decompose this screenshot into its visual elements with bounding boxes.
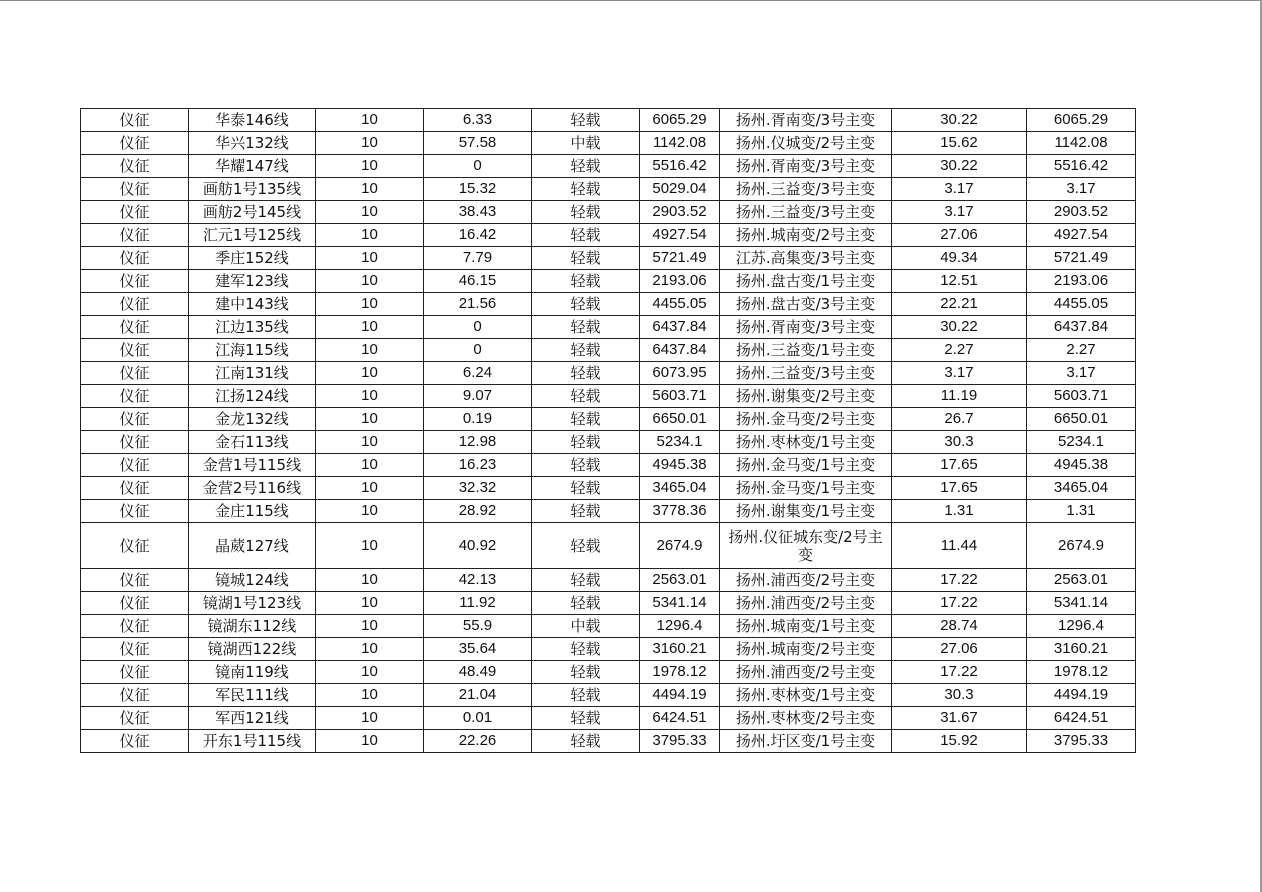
load-level-cell: 轻载 — [532, 201, 640, 224]
line-name-cell: 镜南119线 — [189, 661, 316, 684]
available-capacity-cell: 2193.06 — [1027, 270, 1136, 293]
transformer-rate-cell: 30.22 — [892, 109, 1027, 132]
capacity-cell: 3778.36 — [640, 500, 720, 523]
line-name-cell: 金庄115线 — [189, 500, 316, 523]
voltage-cell: 10 — [316, 454, 424, 477]
substation-cell: 扬州.城南变/2号主变 — [720, 224, 892, 247]
substation-cell: 扬州.枣林变/1号主变 — [720, 684, 892, 707]
load-rate-cell: 0 — [424, 316, 532, 339]
transformer-rate-cell: 30.3 — [892, 431, 1027, 454]
table-row — [81, 730, 1136, 753]
district-cell: 仪征 — [81, 638, 189, 661]
load-rate-cell: 22.26 — [424, 730, 532, 753]
capacity-cell: 1978.12 — [640, 661, 720, 684]
transformer-rate-cell: 49.34 — [892, 247, 1027, 270]
transformer-rate-cell: 22.21 — [892, 293, 1027, 316]
capacity-cell: 2903.52 — [640, 201, 720, 224]
available-capacity-cell: 3.17 — [1027, 362, 1136, 385]
line-name-cell: 晶葳127线 — [189, 523, 316, 569]
load-level-cell: 轻载 — [532, 638, 640, 661]
table-row — [81, 247, 1136, 270]
capacity-cell: 6437.84 — [640, 339, 720, 362]
line-name-cell: 华兴132线 — [189, 132, 316, 155]
load-level-cell: 轻载 — [532, 316, 640, 339]
district-cell: 仪征 — [81, 155, 189, 178]
load-rate-cell: 16.42 — [424, 224, 532, 247]
table-row — [81, 661, 1136, 684]
load-rate-cell: 46.15 — [424, 270, 532, 293]
table-row — [81, 592, 1136, 615]
transformer-rate-cell: 28.74 — [892, 615, 1027, 638]
district-cell: 仪征 — [81, 247, 189, 270]
load-level-cell: 轻载 — [532, 178, 640, 201]
line-name-cell: 金龙132线 — [189, 408, 316, 431]
capacity-cell: 6065.29 — [640, 109, 720, 132]
voltage-cell: 10 — [316, 592, 424, 615]
district-cell: 仪征 — [81, 385, 189, 408]
load-level-cell: 轻载 — [532, 707, 640, 730]
capacity-cell: 4945.38 — [640, 454, 720, 477]
available-capacity-cell: 3465.04 — [1027, 477, 1136, 500]
table-row — [81, 316, 1136, 339]
line-name-cell: 镜湖1号123线 — [189, 592, 316, 615]
load-level-cell: 轻载 — [532, 293, 640, 316]
table-row — [81, 109, 1136, 132]
load-level-cell: 轻载 — [532, 385, 640, 408]
load-rate-cell: 9.07 — [424, 385, 532, 408]
substation-cell: 扬州.三益变/3号主变 — [720, 201, 892, 224]
district-cell: 仪征 — [81, 454, 189, 477]
load-level-cell: 轻载 — [532, 224, 640, 247]
transformer-rate-cell: 17.22 — [892, 592, 1027, 615]
line-name-cell: 江海115线 — [189, 339, 316, 362]
capacity-cell: 1142.08 — [640, 132, 720, 155]
available-capacity-cell: 5721.49 — [1027, 247, 1136, 270]
load-rate-cell: 12.98 — [424, 431, 532, 454]
line-name-cell: 开东1号115线 — [189, 730, 316, 753]
load-level-cell: 轻载 — [532, 155, 640, 178]
voltage-cell: 10 — [316, 385, 424, 408]
available-capacity-cell: 2563.01 — [1027, 569, 1136, 592]
table-row — [81, 339, 1136, 362]
transformer-rate-cell: 26.7 — [892, 408, 1027, 431]
voltage-cell: 10 — [316, 638, 424, 661]
line-name-cell: 镜湖西122线 — [189, 638, 316, 661]
table-row — [81, 684, 1136, 707]
table-row — [81, 477, 1136, 500]
load-rate-cell: 35.64 — [424, 638, 532, 661]
voltage-cell: 10 — [316, 270, 424, 293]
load-level-cell: 轻载 — [532, 500, 640, 523]
substation-cell: 扬州.金马变/1号主变 — [720, 454, 892, 477]
capacity-cell: 4494.19 — [640, 684, 720, 707]
transformer-rate-cell: 2.27 — [892, 339, 1027, 362]
substation-cell: 扬州.盘古变/3号主变 — [720, 293, 892, 316]
feeder-load-table — [80, 108, 1136, 753]
load-rate-cell: 55.9 — [424, 615, 532, 638]
voltage-cell: 10 — [316, 155, 424, 178]
load-level-cell: 轻载 — [532, 431, 640, 454]
load-rate-cell: 28.92 — [424, 500, 532, 523]
line-name-cell: 镜城124线 — [189, 569, 316, 592]
capacity-cell: 5341.14 — [640, 592, 720, 615]
available-capacity-cell: 4455.05 — [1027, 293, 1136, 316]
load-level-cell: 轻载 — [532, 569, 640, 592]
load-rate-cell: 0 — [424, 339, 532, 362]
line-name-cell: 金营1号115线 — [189, 454, 316, 477]
table-row — [81, 293, 1136, 316]
voltage-cell: 10 — [316, 569, 424, 592]
substation-cell: 扬州.谢集变/1号主变 — [720, 500, 892, 523]
voltage-cell: 10 — [316, 477, 424, 500]
capacity-cell: 5721.49 — [640, 247, 720, 270]
load-rate-cell: 48.49 — [424, 661, 532, 684]
transformer-rate-cell: 3.17 — [892, 178, 1027, 201]
district-cell: 仪征 — [81, 569, 189, 592]
load-level-cell: 轻载 — [532, 592, 640, 615]
available-capacity-cell: 1296.4 — [1027, 615, 1136, 638]
table-row — [81, 431, 1136, 454]
line-name-cell: 汇元1号125线 — [189, 224, 316, 247]
voltage-cell: 10 — [316, 707, 424, 730]
load-rate-cell: 0.01 — [424, 707, 532, 730]
transformer-rate-cell: 3.17 — [892, 201, 1027, 224]
voltage-cell: 10 — [316, 661, 424, 684]
district-cell: 仪征 — [81, 339, 189, 362]
load-level-cell: 中载 — [532, 132, 640, 155]
voltage-cell: 10 — [316, 201, 424, 224]
substation-cell: 扬州.胥南变/3号主变 — [720, 155, 892, 178]
load-rate-cell: 42.13 — [424, 569, 532, 592]
substation-cell: 扬州.枣林变/2号主变 — [720, 707, 892, 730]
capacity-cell: 5234.1 — [640, 431, 720, 454]
voltage-cell: 10 — [316, 316, 424, 339]
table-row — [81, 362, 1136, 385]
substation-cell: 扬州.圩区变/1号主变 — [720, 730, 892, 753]
capacity-cell: 6073.95 — [640, 362, 720, 385]
load-rate-cell: 0 — [424, 155, 532, 178]
load-level-cell: 轻载 — [532, 270, 640, 293]
load-level-cell: 轻载 — [532, 362, 640, 385]
voltage-cell: 10 — [316, 109, 424, 132]
transformer-rate-cell: 30.22 — [892, 316, 1027, 339]
available-capacity-cell: 6065.29 — [1027, 109, 1136, 132]
transformer-rate-cell: 15.92 — [892, 730, 1027, 753]
district-cell: 仪征 — [81, 523, 189, 569]
substation-cell: 扬州.胥南变/3号主变 — [720, 316, 892, 339]
transformer-rate-cell: 17.22 — [892, 661, 1027, 684]
district-cell: 仪征 — [81, 270, 189, 293]
line-name-cell: 华耀147线 — [189, 155, 316, 178]
line-name-cell: 建中143线 — [189, 293, 316, 316]
voltage-cell: 10 — [316, 523, 424, 569]
substation-cell: 扬州.仪城变/2号主变 — [720, 132, 892, 155]
available-capacity-cell: 4494.19 — [1027, 684, 1136, 707]
table-row — [81, 454, 1136, 477]
line-name-cell: 江扬124线 — [189, 385, 316, 408]
available-capacity-cell: 5516.42 — [1027, 155, 1136, 178]
table-row — [81, 132, 1136, 155]
load-rate-cell: 0.19 — [424, 408, 532, 431]
available-capacity-cell: 2903.52 — [1027, 201, 1136, 224]
load-rate-cell: 40.92 — [424, 523, 532, 569]
capacity-cell: 3160.21 — [640, 638, 720, 661]
substation-cell: 扬州.三益变/3号主变 — [720, 362, 892, 385]
available-capacity-cell: 1978.12 — [1027, 661, 1136, 684]
available-capacity-cell: 3160.21 — [1027, 638, 1136, 661]
line-name-cell: 季庄152线 — [189, 247, 316, 270]
voltage-cell: 10 — [316, 132, 424, 155]
line-name-cell: 建军123线 — [189, 270, 316, 293]
district-cell: 仪征 — [81, 224, 189, 247]
substation-cell: 扬州.三益变/1号主变 — [720, 339, 892, 362]
line-name-cell: 画舫2号145线 — [189, 201, 316, 224]
load-rate-cell: 6.33 — [424, 109, 532, 132]
district-cell: 仪征 — [81, 500, 189, 523]
load-rate-cell: 16.23 — [424, 454, 532, 477]
voltage-cell: 10 — [316, 224, 424, 247]
load-rate-cell: 7.79 — [424, 247, 532, 270]
load-rate-cell: 21.04 — [424, 684, 532, 707]
substation-cell: 扬州.浦西变/2号主变 — [720, 661, 892, 684]
line-name-cell: 金石113线 — [189, 431, 316, 454]
district-cell: 仪征 — [81, 661, 189, 684]
available-capacity-cell: 4945.38 — [1027, 454, 1136, 477]
available-capacity-cell: 2.27 — [1027, 339, 1136, 362]
substation-cell: 扬州.城南变/1号主变 — [720, 615, 892, 638]
capacity-cell: 2563.01 — [640, 569, 720, 592]
available-capacity-cell: 1142.08 — [1027, 132, 1136, 155]
load-rate-cell: 15.32 — [424, 178, 532, 201]
load-level-cell: 轻载 — [532, 109, 640, 132]
load-level-cell: 轻载 — [532, 661, 640, 684]
table-row — [81, 201, 1136, 224]
table-row — [81, 638, 1136, 661]
available-capacity-cell: 6437.84 — [1027, 316, 1136, 339]
table-row — [81, 500, 1136, 523]
transformer-rate-cell: 15.62 — [892, 132, 1027, 155]
district-cell: 仪征 — [81, 178, 189, 201]
capacity-cell: 2674.9 — [640, 523, 720, 569]
district-cell: 仪征 — [81, 316, 189, 339]
transformer-rate-cell: 11.44 — [892, 523, 1027, 569]
capacity-cell: 3465.04 — [640, 477, 720, 500]
voltage-cell: 10 — [316, 500, 424, 523]
capacity-cell: 6650.01 — [640, 408, 720, 431]
district-cell: 仪征 — [81, 293, 189, 316]
capacity-cell: 5516.42 — [640, 155, 720, 178]
substation-cell: 扬州.浦西变/2号主变 — [720, 569, 892, 592]
voltage-cell: 10 — [316, 684, 424, 707]
district-cell: 仪征 — [81, 132, 189, 155]
capacity-cell: 1296.4 — [640, 615, 720, 638]
table-row — [81, 385, 1136, 408]
table-row — [81, 270, 1136, 293]
load-level-cell: 轻载 — [532, 339, 640, 362]
substation-cell: 扬州.仪征城东变/2号主变 — [720, 523, 892, 569]
table-row — [81, 707, 1136, 730]
capacity-cell: 3795.33 — [640, 730, 720, 753]
line-name-cell: 画舫1号135线 — [189, 178, 316, 201]
substation-cell: 扬州.浦西变/2号主变 — [720, 592, 892, 615]
capacity-cell: 6437.84 — [640, 316, 720, 339]
line-name-cell: 镜湖东112线 — [189, 615, 316, 638]
line-name-cell: 军西121线 — [189, 707, 316, 730]
transformer-rate-cell: 27.06 — [892, 224, 1027, 247]
available-capacity-cell: 5234.1 — [1027, 431, 1136, 454]
load-level-cell: 轻载 — [532, 454, 640, 477]
transformer-rate-cell: 31.67 — [892, 707, 1027, 730]
available-capacity-cell: 5341.14 — [1027, 592, 1136, 615]
substation-cell: 扬州.城南变/2号主变 — [720, 638, 892, 661]
table-row — [81, 523, 1136, 569]
voltage-cell: 10 — [316, 615, 424, 638]
available-capacity-cell: 4927.54 — [1027, 224, 1136, 247]
transformer-rate-cell: 1.31 — [892, 500, 1027, 523]
available-capacity-cell: 1.31 — [1027, 500, 1136, 523]
load-rate-cell: 6.24 — [424, 362, 532, 385]
transformer-rate-cell: 3.17 — [892, 362, 1027, 385]
district-cell: 仪征 — [81, 592, 189, 615]
line-name-cell: 军民111线 — [189, 684, 316, 707]
district-cell: 仪征 — [81, 477, 189, 500]
load-level-cell: 轻载 — [532, 247, 640, 270]
table-row — [81, 615, 1136, 638]
load-level-cell: 轻载 — [532, 477, 640, 500]
available-capacity-cell: 3.17 — [1027, 178, 1136, 201]
transformer-rate-cell: 11.19 — [892, 385, 1027, 408]
voltage-cell: 10 — [316, 293, 424, 316]
voltage-cell: 10 — [316, 178, 424, 201]
district-cell: 仪征 — [81, 615, 189, 638]
capacity-cell: 4927.54 — [640, 224, 720, 247]
district-cell: 仪征 — [81, 431, 189, 454]
line-name-cell: 华泰146线 — [189, 109, 316, 132]
transformer-rate-cell: 30.3 — [892, 684, 1027, 707]
table-row — [81, 178, 1136, 201]
substation-cell: 扬州.胥南变/3号主变 — [720, 109, 892, 132]
voltage-cell: 10 — [316, 730, 424, 753]
district-cell: 仪征 — [81, 109, 189, 132]
transformer-rate-cell: 27.06 — [892, 638, 1027, 661]
load-level-cell: 中载 — [532, 615, 640, 638]
substation-cell: 扬州.盘古变/1号主变 — [720, 270, 892, 293]
line-name-cell: 金营2号116线 — [189, 477, 316, 500]
voltage-cell: 10 — [316, 408, 424, 431]
voltage-cell: 10 — [316, 431, 424, 454]
substation-cell: 江苏.高集变/3号主变 — [720, 247, 892, 270]
substation-cell: 扬州.谢集变/2号主变 — [720, 385, 892, 408]
capacity-cell: 2193.06 — [640, 270, 720, 293]
district-cell: 仪征 — [81, 408, 189, 431]
transformer-rate-cell: 30.22 — [892, 155, 1027, 178]
transformer-rate-cell: 17.65 — [892, 454, 1027, 477]
table-row — [81, 224, 1136, 247]
load-rate-cell: 38.43 — [424, 201, 532, 224]
load-rate-cell: 21.56 — [424, 293, 532, 316]
load-rate-cell: 11.92 — [424, 592, 532, 615]
substation-cell: 扬州.金马变/2号主变 — [720, 408, 892, 431]
capacity-cell: 4455.05 — [640, 293, 720, 316]
table-row — [81, 569, 1136, 592]
table-row — [81, 155, 1136, 178]
district-cell: 仪征 — [81, 362, 189, 385]
capacity-cell: 5029.04 — [640, 178, 720, 201]
line-name-cell: 江边135线 — [189, 316, 316, 339]
available-capacity-cell: 6424.51 — [1027, 707, 1136, 730]
available-capacity-cell: 6650.01 — [1027, 408, 1136, 431]
transformer-rate-cell: 17.22 — [892, 569, 1027, 592]
line-name-cell: 江南131线 — [189, 362, 316, 385]
available-capacity-cell: 2674.9 — [1027, 523, 1136, 569]
transformer-rate-cell: 17.65 — [892, 477, 1027, 500]
district-cell: 仪征 — [81, 684, 189, 707]
voltage-cell: 10 — [316, 362, 424, 385]
substation-cell: 扬州.枣林变/1号主变 — [720, 431, 892, 454]
table-row — [81, 408, 1136, 431]
voltage-cell: 10 — [316, 247, 424, 270]
available-capacity-cell: 3795.33 — [1027, 730, 1136, 753]
voltage-cell: 10 — [316, 339, 424, 362]
load-level-cell: 轻载 — [532, 730, 640, 753]
load-rate-cell: 32.32 — [424, 477, 532, 500]
available-capacity-cell: 5603.71 — [1027, 385, 1136, 408]
load-level-cell: 轻载 — [532, 523, 640, 569]
substation-cell: 扬州.金马变/1号主变 — [720, 477, 892, 500]
load-level-cell: 轻载 — [532, 408, 640, 431]
capacity-cell: 6424.51 — [640, 707, 720, 730]
district-cell: 仪征 — [81, 201, 189, 224]
district-cell: 仪征 — [81, 730, 189, 753]
district-cell: 仪征 — [81, 707, 189, 730]
load-level-cell: 轻载 — [532, 684, 640, 707]
substation-cell: 扬州.三益变/3号主变 — [720, 178, 892, 201]
page-top-edge — [0, 0, 1262, 1]
transformer-rate-cell: 12.51 — [892, 270, 1027, 293]
capacity-cell: 5603.71 — [640, 385, 720, 408]
load-rate-cell: 57.58 — [424, 132, 532, 155]
